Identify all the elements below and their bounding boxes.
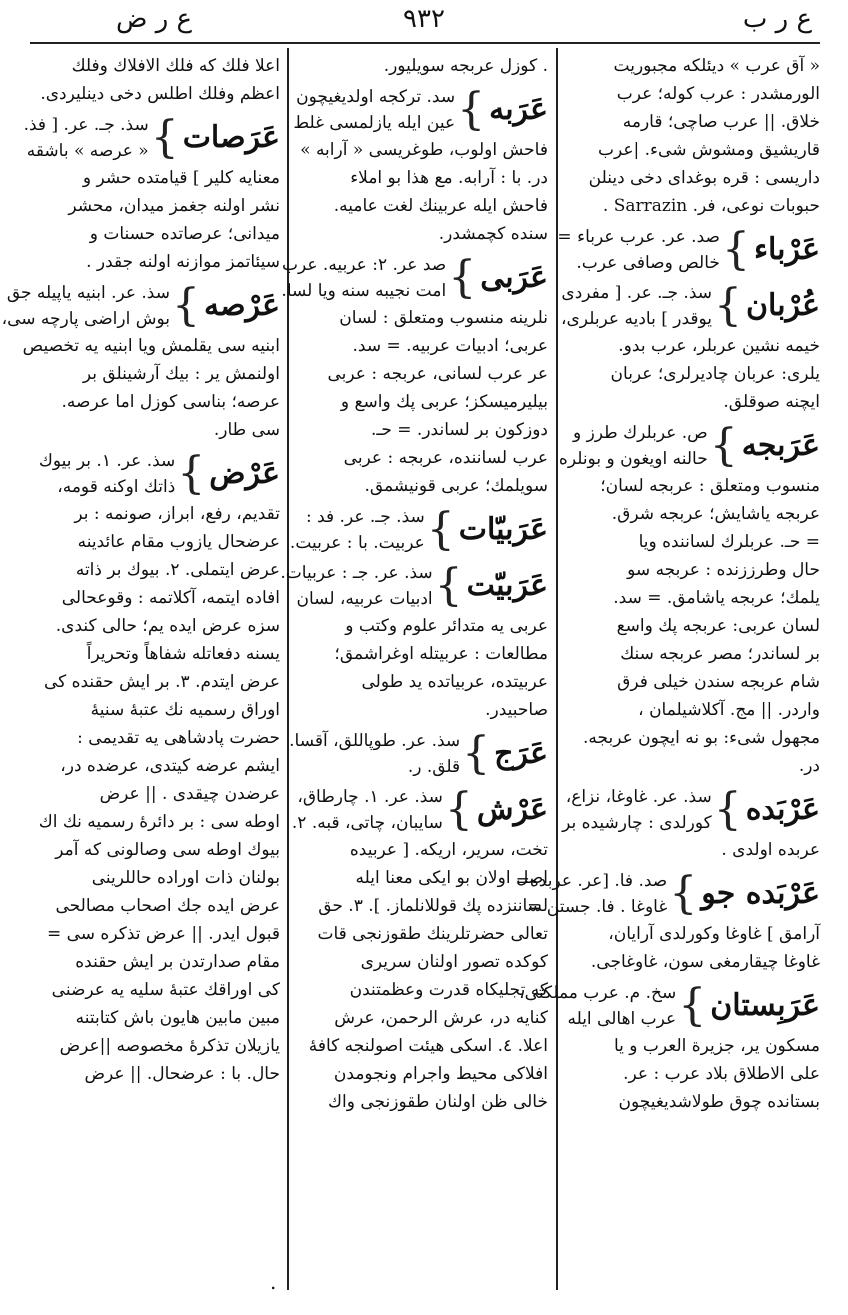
entry-text-line: عرضحال یازوب مقام عائدینه xyxy=(77,532,280,552)
entry-text-line: سی طار. xyxy=(213,420,280,440)
entry-text-line: سذ. جـ. عر. فد : xyxy=(305,507,425,527)
entry-text-line: اوطه سی : بر دائرهٔ رسمیه نك اك xyxy=(38,812,280,832)
entry-text-line: عرضدن چیقدی . || عرض xyxy=(99,784,280,804)
brace-mark: } xyxy=(709,420,738,471)
dictionary-entry xyxy=(23,112,280,276)
entry-text-line: خلاق. || عرب صاچی؛ قارمه xyxy=(622,112,820,132)
dictionary-entry xyxy=(519,980,820,1116)
entry-text-line: سایبان، چاتی، قبه. ٢. xyxy=(291,813,443,833)
entry-text-line: خالی ظن اولنان طقوزنجی واك xyxy=(328,1092,548,1112)
entry-head-lines xyxy=(289,728,460,780)
header-guide-left: ع ر ض xyxy=(116,4,193,34)
entry-head-lines xyxy=(561,280,712,332)
dictionary-entry xyxy=(281,252,548,500)
brace-mark: } xyxy=(462,728,491,779)
entry-text-line: بیلیرمیسكز؛ عربی پك واسع و xyxy=(340,392,548,412)
entry-text-line: عرض ایتدم. ٣. بر ایش حقنده كی xyxy=(43,672,280,692)
entry-head xyxy=(557,224,820,276)
headword: عَرَصات xyxy=(182,120,280,155)
entry-text-line: سویلمك؛ عربی قونیشمق. xyxy=(364,476,548,496)
entry-text-line: داریسی : قره بوغدای دخی دینلن xyxy=(588,168,820,188)
dictionary-entry xyxy=(1,280,280,444)
entry-text-line: ادبیات عربیه، لسان xyxy=(296,589,433,609)
headword: عَرَبی xyxy=(480,260,548,295)
brace-mark: } xyxy=(669,868,698,919)
entry-text-line: اعلا. ٤. اسكی هیئت اصولنجه كافهٔ xyxy=(308,1036,548,1056)
entry-text-line: سذ. عر. ١. بر بیوك xyxy=(38,451,176,471)
entry-text-line: سذ. عر. جـ : عربیات. xyxy=(280,563,433,583)
entry-text-line: عربی؛ ادبیات عربیه. = سد. xyxy=(352,336,548,356)
entry-head xyxy=(32,448,280,500)
headword: عَرَبِستان xyxy=(710,988,820,1023)
entry-continuation xyxy=(32,52,280,108)
entry-text-line: لسان عربی: عربجه پك واسع xyxy=(616,616,820,636)
entry-head xyxy=(291,784,548,836)
entry-text-line: غاوغا چیقارمغی سون، غاوغاجی. xyxy=(590,952,820,972)
entry-text-line: یلری: عربان چادیرلری؛ عربان xyxy=(610,364,820,384)
entry-text-line: مبین مابین هایون باش كتابتنه xyxy=(75,1008,280,1028)
entry-text-line: مسكون یر، جزیرة العرب و یا xyxy=(613,1036,820,1056)
column-rule-left xyxy=(287,48,289,1290)
entry-head xyxy=(23,112,280,164)
entry-text-line: لساننزده پك قوللانلماز. ]. ٣. حق xyxy=(318,896,548,916)
headword: عَرْض xyxy=(209,456,280,491)
entry-text-line: اوراق رسمیه نك عتبهٔ سنیهٔ xyxy=(90,700,280,720)
page-number: ٩٣٢ xyxy=(403,4,445,34)
entry-text-line: ایچنه صوقلق. xyxy=(723,392,820,412)
entry-text-line: تخت، سریر، اریكه. [ عربیده xyxy=(349,840,548,860)
entry-text-line: « عرصه » باشقه xyxy=(26,141,149,161)
entry-text-line: عربیت. با : عربیت. xyxy=(289,533,425,553)
entry-text-line: = حـ. عربلرك لساننده ویا xyxy=(638,532,820,552)
entry-text-line: اولنمش یر : بیك آرشینلق بر xyxy=(82,364,280,384)
entry-head-lines xyxy=(559,420,708,472)
entry-text-line: نشر اولنه جغمز میدان، محشر xyxy=(68,196,280,216)
headword: عَرْباء xyxy=(753,232,820,267)
entry-text-line: سذ. جـ. عر. [ مفردی xyxy=(561,283,713,303)
entry-text-line: تقدیم، رفع، ابراز، صونمه : بر xyxy=(74,504,280,524)
entry-text-line: قبول ایدر. || عرض تذكره سی = xyxy=(46,924,280,944)
entry-head-lines xyxy=(290,504,425,556)
dictionary-entry xyxy=(32,448,280,1088)
entry-text-line: ذاتك اوكنه قومه، xyxy=(57,477,176,497)
entry-text-line: یوقدر ] بادیه عربلری، xyxy=(561,309,713,329)
entry-head-lines xyxy=(562,784,712,836)
brace-mark: } xyxy=(714,280,743,331)
brace-mark: } xyxy=(457,84,486,135)
entry-text-line: سذ. جـ. عر. [ فذ. xyxy=(23,115,149,135)
headword: عَرْبَده xyxy=(745,792,820,827)
dictionary-entry xyxy=(557,224,820,276)
dictionary-entry xyxy=(515,868,820,976)
headword: عَرْش xyxy=(476,792,548,827)
entry-head xyxy=(558,420,820,472)
entry-text-line: عرب اهالی ایله xyxy=(567,1009,677,1029)
entry-continuation xyxy=(564,52,820,220)
entry-text-line: كه تجلیكاه قدرت وعظمتندن xyxy=(349,980,548,1000)
entry-text-line: سزه عرض ایده یم؛ حالی كندی. xyxy=(55,616,280,636)
entry-text-line: تعالی حضرتلرینك طقوزنجی قات xyxy=(317,924,548,944)
page-footer-dot: . xyxy=(270,1270,277,1294)
entry-head xyxy=(281,252,548,304)
entry-head xyxy=(293,84,548,136)
entry-head-lines xyxy=(2,280,170,332)
header-guide-right: ع ر ب xyxy=(742,4,812,34)
entry-head-lines xyxy=(293,84,455,136)
brace-mark: } xyxy=(713,784,742,835)
entry-text-line: حبوبات نوعی، فر. Sarrazin . xyxy=(602,196,820,216)
entry-text-line: صد عر. ٢: عربیه. عرب xyxy=(281,255,447,275)
entry-text-line: قاریشیق ومشوش شیء. |عرب xyxy=(597,140,820,160)
entry-text-line: عرب لساننده، عربجه : عربی xyxy=(343,448,548,468)
entry-text-line: بر لساندر؛ مصر عربجه سنك xyxy=(620,644,820,664)
entry-head-lines xyxy=(24,112,149,164)
entry-text-line: خیمه نشین عربلر، عرب بدو. xyxy=(618,336,820,356)
entry-text-line: غاوغا . فا. جستن = xyxy=(527,897,668,917)
entry-text-line: عرصه؛ بناسی كوزل اما عرصه. xyxy=(61,392,280,412)
entry-head-lines xyxy=(557,224,720,276)
headword: عَرَج xyxy=(494,736,548,771)
dictionary-entry xyxy=(280,560,548,724)
entry-head xyxy=(519,980,820,1032)
dictionary-entry xyxy=(558,420,820,780)
entry-text-line: عربی یه متدائر علوم وكتب و xyxy=(345,616,548,636)
entry-continuation xyxy=(296,52,548,80)
entry-head-lines xyxy=(32,448,175,500)
page-header xyxy=(0,0,848,40)
entry-text-line: . كوزل عربجه سویلیور. xyxy=(383,56,548,76)
entry-text-line: كی اوراقك عتبهٔ سلیه یه عرضنی xyxy=(51,980,280,1000)
entry-text-line: عرض ایتملی. ٢. بیوك بر ذاته xyxy=(75,560,280,580)
entry-text-line: میدانی؛ عرصاتده حسنات و xyxy=(89,224,280,244)
entry-text-line: سد. تركجه اولدیغیچون xyxy=(296,87,456,107)
dictionary-entry xyxy=(564,784,820,864)
entry-text-line: حال وطرززنده : عربجه سو xyxy=(627,560,820,580)
entry-text-line: معنایه كلیر ] قیامتده حشر و xyxy=(82,168,280,188)
entry-text-line: حضرت پادشاهی یه تقدیمی : xyxy=(77,728,280,748)
entry-text-line: شام عربجه سندن خیلی فرق xyxy=(617,672,820,692)
brace-mark: } xyxy=(678,980,707,1031)
entry-text-line: در. xyxy=(798,756,820,776)
entry-text-line: صاحبیدر. xyxy=(485,700,548,720)
entry-text-line: امت نجیبه سنه ویا لسا. xyxy=(281,281,447,301)
entry-text-line: یازیلان تذكرهٔ مخصوصه ||عرض xyxy=(59,1036,280,1056)
column-left xyxy=(1,52,280,1288)
entry-head xyxy=(280,560,548,612)
entry-text-line: حالنه اویغون و بونلره xyxy=(558,449,708,469)
dictionary-entry xyxy=(289,504,548,556)
entry-text-line: سخ. م. عرب مملكتی، xyxy=(519,983,677,1003)
entry-text-line: سذ. عر. غاوغا، نزاع، xyxy=(565,787,712,807)
entry-text-line: بولنان ذات اوراده حاللرینی xyxy=(91,868,280,888)
header-rule xyxy=(30,42,820,44)
entry-text-line: در. با : آرابه. مع هذا بو املاء xyxy=(350,168,548,188)
entry-text-line: آرامق ] غاوغا وكورلدی آرایان، xyxy=(608,924,820,944)
entry-text-line: الورمشدر : عرب كوله؛ عرب xyxy=(616,84,820,104)
dictionary-entry xyxy=(289,728,548,780)
entry-text-line: بوش اراضی پارچه سی، xyxy=(1,309,170,329)
entry-text-line: نلرینه منسوب ومتعلق : لسان xyxy=(339,308,548,328)
headword: عَرْصه xyxy=(203,288,280,323)
entry-text-line: عر عرب لسانی، عربجه : عربی xyxy=(327,364,548,384)
entry-text-line: اعظم وفلك اطلس دخی دینلیردی. xyxy=(40,84,280,104)
brace-mark: } xyxy=(721,224,750,275)
entry-text-line: ص. عربلرك طرز و xyxy=(572,423,708,443)
entry-head-lines xyxy=(292,784,443,836)
entry-head xyxy=(289,728,548,780)
entry-head xyxy=(564,784,820,836)
dictionary-entry xyxy=(293,84,548,248)
entry-text-line: عربیتده، عربیاتده ید طولی xyxy=(361,672,548,692)
entry-text-line: كنایه در، عرش الرحمن، عرش xyxy=(334,1008,548,1028)
entry-head xyxy=(561,280,820,332)
brace-mark: } xyxy=(171,280,200,331)
entry-text-line: یلمك؛ عربجه یاشامق. = سد. xyxy=(613,588,820,608)
entry-head xyxy=(515,868,820,920)
headword: عَرَبه xyxy=(489,92,548,127)
dictionary-entry xyxy=(561,280,820,416)
column-middle xyxy=(280,52,548,1288)
brace-mark: } xyxy=(434,560,463,611)
headword: عَرَبجه xyxy=(741,428,820,463)
entry-text-line: « آق عرب » دیئلكه مجبوریت xyxy=(613,56,820,76)
entry-head xyxy=(1,280,280,332)
entry-text-line: سذ. عر. طوپاللق، آقسا. xyxy=(289,731,461,751)
headword: عُرْبان xyxy=(746,288,820,323)
entry-text-line: عرض ایده جك اصحاب مصالحی xyxy=(55,896,280,916)
headword: عَرْبَده جو xyxy=(701,876,820,911)
entry-text-line: فاحش ایله عربینك لغت عامیه. xyxy=(333,196,548,216)
entry-text-line: خالص وصافی عرب. xyxy=(576,253,720,273)
entry-text-line: مجهول شیء: بو نه ایچون عربجه. xyxy=(582,728,820,748)
entry-text-line: مقام صدارتدن بر ایش حقنده xyxy=(75,952,280,972)
entry-text-line: عربجه یاشایش؛ عربجه شرق. xyxy=(611,504,820,524)
entry-text-line: ابنیه سی یقلمش ویا ابنیه یه تخصیص xyxy=(22,336,280,356)
entry-text-line: اعلا فلك كه فلك الافلاك وفلك xyxy=(71,56,280,76)
entry-text-line: صد. فا. [عر. عربده= xyxy=(515,871,668,891)
entry-text-line: افلاكی محیط واجرام ونجومدن xyxy=(333,1064,548,1084)
entry-text-line: سذ. عر. ابنیه یاپیله جق xyxy=(6,283,170,303)
brace-mark: } xyxy=(177,448,206,499)
entry-text-line: بیوك اوطه سی وصالونی كه آمر xyxy=(55,840,280,860)
entry-head xyxy=(289,504,548,556)
brace-mark: } xyxy=(444,784,473,835)
entry-text-line: دوزكون بر لساندر. = حـ. xyxy=(370,420,548,440)
entry-text-line: كورلدی : چارشیده بر xyxy=(562,813,712,833)
entry-text-line: ایشم عرضه كیتدی، عرضده در، xyxy=(60,756,280,776)
entry-text-line: كوكده تصور اولنان سریری xyxy=(360,952,548,972)
entry-text-line: فاحش اولوب، طوغریسی « آرابه » xyxy=(300,140,548,160)
brace-mark: } xyxy=(150,112,179,163)
entry-head-lines xyxy=(281,252,446,304)
brace-mark: } xyxy=(426,504,455,555)
headword: عَرَبیّات xyxy=(458,512,548,547)
entry-text-line: سنده كچمشدر. xyxy=(438,224,548,244)
entry-text-line: مطالعات : عربیتله اوغراشمق؛ xyxy=(334,644,548,664)
entry-head-lines xyxy=(280,560,432,612)
entry-text-line: عربده اولدی . xyxy=(721,840,820,860)
entry-text-line: قلق. ر. xyxy=(407,757,461,777)
entry-text-line: صد. عر. عرب عرباء = xyxy=(557,227,720,247)
entry-text-line: منسوب ومتعلق : عربجه لسان؛ xyxy=(600,476,820,496)
brace-mark: } xyxy=(448,252,477,303)
entry-text-line: علی الاطلاق بلاد عرب : عر. xyxy=(623,1064,820,1084)
entry-text-line: اصل اولان بو ایكی معنا ایله xyxy=(355,868,548,888)
dictionary-entry xyxy=(291,784,548,1116)
entry-text-line: واردر. || مج. آكلاشیلمان ، xyxy=(638,700,820,720)
entry-text-line: بستانده چوق طولاشدیغیچون xyxy=(618,1092,820,1112)
entry-text-line: افاده ایتمه، آكلاتمه : وقوعحالی xyxy=(61,588,280,608)
headword: عَرَبیّت xyxy=(466,568,548,603)
entry-text-line: حال. با : عرضحال. || عرض xyxy=(84,1064,280,1084)
entry-text-line: سیئاتمز موازنه اولنه جقدر . xyxy=(86,252,280,272)
entry-text-line: عین ایله یازلمسی غلط xyxy=(293,113,456,133)
entry-text-line: یسنه دفعاتله شفاهاً وتحریراً xyxy=(86,644,280,664)
entry-text-line: سذ. عر. ١. چارطاق، xyxy=(297,787,443,807)
